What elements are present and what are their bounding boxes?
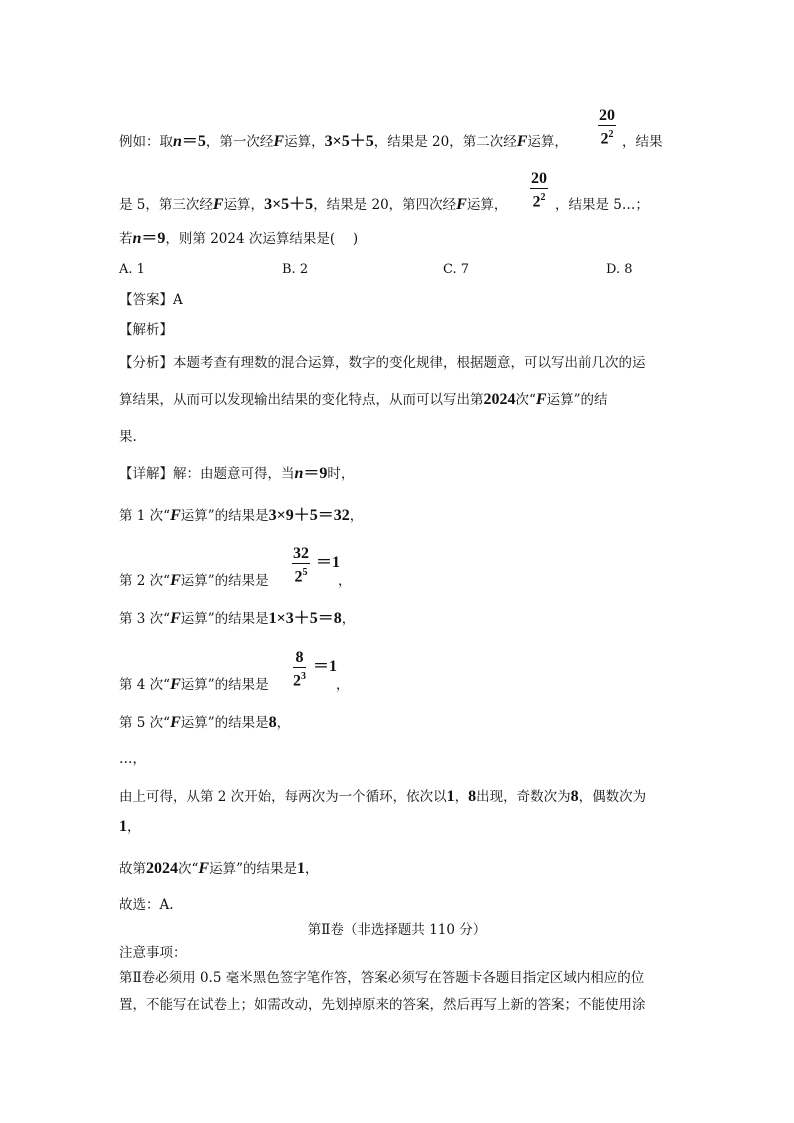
text: 是 5，第三次经	[119, 197, 213, 213]
math-expr: 3×5＋5	[264, 196, 314, 213]
math-2024: 2024	[146, 860, 178, 877]
text: ，结果是 20，第四次经	[313, 197, 457, 213]
text: ，	[336, 677, 350, 693]
math-n: n	[294, 465, 304, 482]
choice-line: 故选：A.	[119, 897, 174, 913]
fraction-denominator	[293, 668, 306, 690]
question-line-2	[119, 196, 507, 214]
final-line	[119, 860, 318, 878]
math-rhs: ＝1	[316, 554, 341, 571]
math-F: F	[456, 196, 467, 213]
math-F: F	[170, 507, 181, 524]
question-line-3	[119, 230, 358, 248]
text: 出现，奇数次为	[476, 789, 571, 805]
step-2	[119, 572, 269, 590]
math-eq: ＝9	[303, 465, 328, 482]
math-F: F	[198, 860, 210, 877]
text: 第 3 次“	[119, 611, 171, 627]
answer-options	[119, 262, 679, 280]
ellipsis-line: …，	[119, 751, 146, 767]
step-4	[119, 676, 269, 694]
fraction-numerator: 8	[293, 649, 306, 668]
text: 运算，	[223, 197, 265, 213]
exponent: 2	[540, 192, 546, 203]
detail-line-1	[119, 465, 354, 483]
base: 2	[600, 130, 609, 148]
text: 次“	[515, 392, 536, 408]
text: 第 4 次“	[119, 677, 171, 693]
fraction-numerator: 20	[599, 107, 615, 124]
math-F: F	[516, 133, 528, 150]
text: ，	[454, 789, 469, 805]
fraction-20-over-2sq	[598, 107, 616, 148]
conclusion-line	[119, 788, 646, 806]
text: ，	[341, 611, 356, 627]
text: ，偶数次为	[578, 789, 647, 805]
math-1: 1	[119, 818, 127, 835]
math-2024: 2024	[483, 391, 516, 408]
math-expr: 8	[268, 714, 277, 731]
fraction-numerator: 20	[531, 170, 547, 187]
option-a: A. 1	[119, 262, 145, 277]
section-title: 第Ⅱ卷（非选择题共 110 分）	[307, 922, 487, 938]
text: 第 1 次“	[119, 508, 171, 524]
fraction-denominator	[530, 189, 548, 211]
text: 运算”的结果是	[180, 715, 269, 731]
text: 由上可得，从第 2 次开始，每两次为一个循环，依次以	[119, 789, 447, 805]
math-8: 8	[570, 788, 579, 805]
text: 运算”的结果是	[209, 861, 297, 877]
conclusion-line-2	[119, 818, 141, 836]
math-1: 1	[296, 860, 305, 877]
text: 运算，	[284, 134, 325, 150]
step-5	[119, 714, 290, 732]
notice-line-1: 第Ⅱ卷必须用 0.5 毫米黑色签字笔作答，答案必须写在答题卡各题目指定区域内相应的位	[119, 970, 645, 986]
text: ，则第 2024 次运算结果是( )	[165, 231, 359, 247]
text: ，结果是 5…；	[555, 197, 649, 213]
math-F: F	[535, 391, 547, 408]
question-line-1	[119, 133, 568, 151]
option-b: B. 2	[282, 262, 309, 277]
option-c: C. 7	[443, 262, 470, 277]
fraction-numerator: 32	[293, 545, 309, 562]
analysis-line-3: 果.	[119, 429, 137, 445]
text: ，	[127, 819, 141, 835]
text: 运算，	[466, 197, 508, 213]
text: 若	[119, 231, 133, 247]
exponent: 5	[302, 567, 308, 578]
math-F: F	[170, 572, 181, 589]
fraction-8-over-2pow3	[293, 649, 306, 690]
analysis-heading: 【解析】	[119, 322, 173, 338]
step-3	[119, 610, 355, 628]
base: 2	[532, 193, 541, 211]
analysis-line-2	[119, 391, 607, 409]
text: ，	[338, 573, 352, 589]
fraction-20-over-2sq	[530, 170, 548, 211]
fraction-32-over-2pow5	[292, 545, 310, 586]
answer-line: 【答案】A	[119, 292, 183, 308]
option-d: D. 8	[606, 262, 633, 277]
math-1: 1	[446, 788, 455, 805]
text: ，	[276, 715, 291, 731]
base: 2	[294, 568, 303, 586]
text: ，结果	[622, 134, 663, 150]
exponent: 3	[301, 671, 306, 682]
text: 运算”的结果是	[180, 677, 269, 693]
text: 第 2 次“	[119, 573, 171, 589]
math-expr: 3×5＋5	[324, 133, 374, 150]
math-expr: 3×9＋5＝32	[268, 507, 350, 524]
text: 算结果，从而可以发现输出结果的变化特点，从而可以写出第	[119, 392, 484, 408]
notice-heading: 注意事项：	[119, 945, 187, 961]
math-eq: ＝5	[181, 133, 206, 150]
text: 故第	[119, 861, 146, 877]
math-eq: ＝9	[141, 230, 166, 247]
text: 运算”的结	[546, 392, 608, 408]
exponent: 2	[608, 129, 614, 140]
analysis-line-1: 【分析】本题考查有理数的混合运算，数字的变化规律，根据题意，可以写出前几次的运	[119, 355, 646, 371]
text: 运算”的结果是	[180, 508, 269, 524]
text: ，结果是 20，第二次经	[373, 134, 517, 150]
math-F: F	[273, 133, 285, 150]
text: ，	[304, 861, 319, 877]
text: ，第一次经	[205, 134, 274, 150]
math-F: F	[170, 676, 181, 693]
text: 例如：取	[119, 134, 173, 150]
step-1	[119, 507, 363, 525]
text: 运算”的结果是	[180, 611, 269, 627]
math-F: F	[212, 196, 224, 213]
text: 运算，	[527, 134, 568, 150]
text: 运算”的结果是	[180, 573, 269, 589]
base: 2	[293, 672, 301, 690]
text: 时，	[327, 466, 355, 482]
text: ，	[349, 508, 364, 524]
math-rhs: ＝1	[313, 658, 338, 675]
text: 次“	[178, 861, 199, 877]
notice-line-2: 置，不能写在试卷上；如需改动，先划掉原来的答案，然后再写上新的答案；不能使用涂	[119, 997, 646, 1013]
text: 【详解】解：由题意可得，当	[119, 466, 295, 482]
fraction-denominator	[292, 564, 310, 586]
math-8: 8	[468, 788, 477, 805]
math-expr: 1×3＋5＝8	[268, 610, 342, 627]
text: 第 5 次“	[119, 715, 171, 731]
math-n: n	[173, 133, 182, 150]
math-F: F	[170, 610, 181, 627]
math-F: F	[170, 714, 181, 731]
fraction-denominator	[598, 126, 616, 148]
math-n: n	[132, 230, 142, 247]
